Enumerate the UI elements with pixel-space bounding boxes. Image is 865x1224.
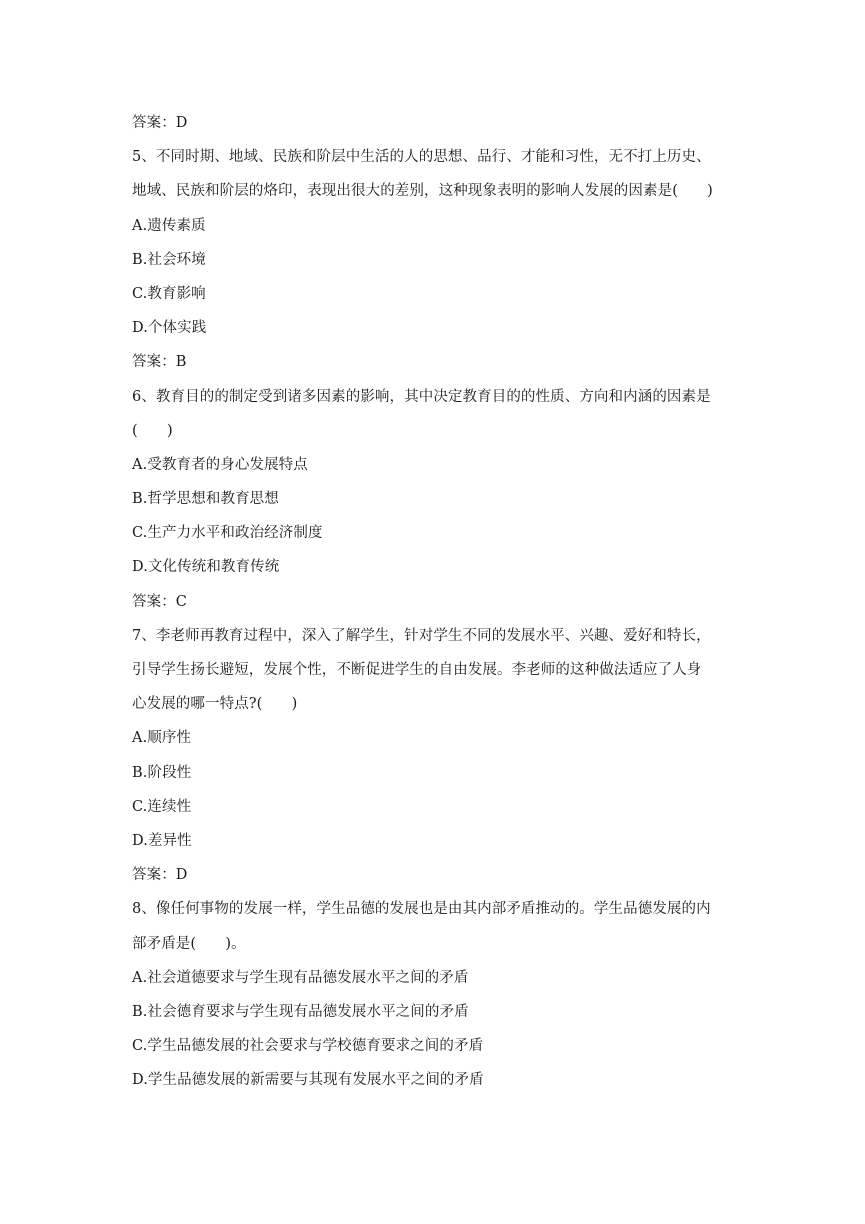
question-7-option-a: A.顺序性	[132, 730, 192, 747]
question-6-option-d: D.文化传统和教育传统	[132, 559, 280, 576]
question-6-option-b: B.哲学思想和教育思想	[132, 491, 279, 508]
question-6-line-2: ( )	[132, 422, 173, 439]
question-5-line-1: 5、不同时期、地域、民族和阶层中生活的人的思想、品行、才能和习性，无不打上历史、	[132, 149, 711, 166]
question-6-line-1: 6、教育目的的制定受到诸多因素的影响，其中决定教育目的的性质、方向和内涵的因素是	[132, 388, 711, 405]
answer-6: 答案：C	[132, 593, 187, 610]
question-5-line-2: 地域、民族和阶层的烙印，表现出很大的差别，这种现象表明的影响人发展的因素是( )	[132, 183, 713, 200]
question-8-line-2: 部矛盾是( )。	[132, 935, 246, 952]
question-7-line-1: 7、李老师再教育过程中，深入了解学生，针对学生不同的发展水平、兴趣、爱好和特长，	[132, 627, 711, 644]
question-7-line-2: 引导学生扬长避短，发展个性，不断促进学生的自由发展。李老师的这种做法适应了人身	[132, 662, 702, 678]
question-6-option-c: C.生产力水平和政治经济制度	[132, 525, 323, 542]
question-5-option-d: D.个体实践	[132, 320, 207, 337]
question-5-option-b: B.社会环境	[132, 251, 206, 268]
question-7-option-b: B.阶段性	[132, 764, 192, 781]
question-6-option-a: A.受教育者的身心发展特点	[132, 456, 308, 473]
question-5-option-c: C.教育影响	[132, 285, 206, 302]
question-8-option-d: D.学生品德发展的新需要与其现有发展水平之间的矛盾	[132, 1072, 484, 1089]
question-8-option-b: B.社会德育要求与学生现有品德发展水平之间的矛盾	[132, 1003, 469, 1020]
question-7-line-3: 心发展的哪一特点?( )	[132, 696, 298, 713]
question-7-option-c: C.连续性	[132, 798, 192, 815]
answer-5: 答案：B	[132, 354, 187, 371]
answer-4: 答案：D	[132, 115, 188, 131]
question-8-line-1: 8、像任何事物的发展一样，学生品德的发展也是由其内部矛盾推动的。学生品德发展的内	[132, 901, 711, 918]
question-8-option-c: C.学生品德发展的社会要求与学校德育要求之间的矛盾	[132, 1038, 484, 1055]
question-7-option-d: D.差异性	[132, 832, 192, 849]
question-8-option-a: A.社会道德要求与学生现有品德发展水平之间的矛盾	[132, 969, 469, 986]
question-5-option-a: A.遗传素质	[132, 217, 206, 234]
answer-7: 答案：D	[132, 867, 188, 884]
document-body	[132, 113, 752, 1104]
